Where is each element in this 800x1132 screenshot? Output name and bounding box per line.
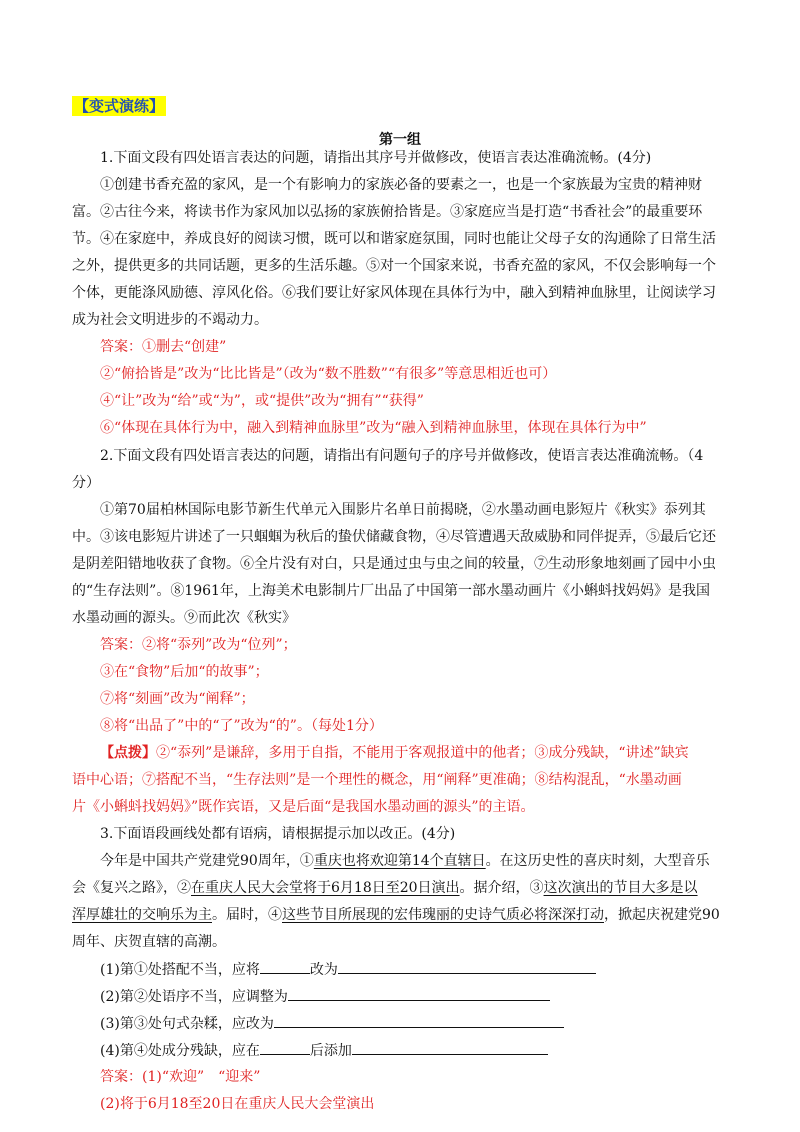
- answer-blank[interactable]: [288, 986, 550, 1001]
- q2-tip-line: [100, 743, 689, 763]
- q3-text: 。届时，④: [212, 907, 282, 923]
- q2-paragraph-line: ①第70届柏林国际电影节新生代单元入围影片名单日前揭晓，②水墨动画电影短片《秋实》忝列其: [100, 502, 706, 518]
- q3-stem: 3.下面语段画线处都有语病，请根据提示加以改正。(4分): [100, 826, 456, 842]
- q2-paragraph-line: 中。③该电影短片讲述了一只蝈蝈为秋后的蛰伏储藏食物，④尽管遭遇天敌威胁和同伴捉弄，⑤最后它还: [72, 529, 716, 545]
- q3-item-text: (1)第①处搭配不当，应将: [100, 962, 260, 978]
- q3-item-text: (2)第②处语序不当，应调整为: [100, 989, 288, 1005]
- q2-answer-line: ⑦将“刻画”改为“阐释”；: [100, 691, 255, 707]
- q2-paragraph-line: 水墨动画的源头。⑨而此次《秋实》: [72, 610, 296, 626]
- q1-stem: 1.下面文段有四处语言表达的问题，请指出其序号并做修改，使语言表达准确流畅。(4分): [100, 150, 652, 166]
- q2-paragraph-line: 是阴差阳错地收获了食物。⑥全片没有对白，只是通过虫与虫之间的较量，⑦生动形象地刻画了园中小虫: [72, 556, 716, 572]
- q2-stem-cont: 分）: [72, 475, 100, 491]
- group-title: 第一组: [379, 132, 421, 148]
- answer-blank[interactable]: [274, 1013, 564, 1028]
- q2-answer-line: ③在“食物”后加“的故事”；: [100, 664, 269, 680]
- q1-paragraph-line: 成为社会文明进步的不竭动力。: [72, 312, 268, 328]
- q3-item-1: [100, 959, 596, 980]
- q3-underlined-error-1: 重庆也将欢迎第14个直辖日: [313, 853, 486, 869]
- q3-item-text: (3)第③处句式杂糅，应改为: [100, 1016, 274, 1032]
- q3-paragraph-line: [100, 851, 710, 871]
- q3-paragraph-line: [72, 878, 698, 898]
- q2-tip-line: 片《小蝌蚪找妈妈》”既作宾语，又是后面“是我国水墨动画的源头”的主语。: [72, 799, 535, 815]
- q2-paragraph-line: 的“生存法则”。⑧1961年，上海美术电影制片厂出品了中国第一部水墨动画片《小蝌蚪找妈妈》是我国: [72, 583, 710, 599]
- q3-item-2: [100, 986, 550, 1007]
- q1-paragraph-line: 个体，更能涤风励德、淳风化俗。⑥我们要让好家风体现在具体行为中，融入到精神血脉里，让阅读学习: [72, 285, 716, 301]
- q3-item-4: [100, 1040, 548, 1061]
- q3-underlined-error-2: 在重庆人民大会堂将于6月18日至20日演出: [191, 880, 460, 896]
- q3-text: 今年是中国共产党建党90周年，①: [100, 853, 314, 869]
- q3-item-3: [100, 1013, 564, 1034]
- q2-answer-line: 答案：②将“忝列”改为“位列”；: [100, 637, 297, 653]
- q2-tip-line: 语中心语；⑦搭配不当，“生存法则”是一个理性的概念，用“阐释”更准确；⑧结构混乱，“水墨动画: [72, 772, 682, 788]
- q3-text: 。在这历史性的喜庆时刻，大型音乐: [485, 853, 710, 869]
- q1-answer-line: ②“俯拾皆是”改为“比比皆是”（改为“数不胜数”“有很多”等意思相近也可）: [100, 366, 557, 382]
- answer-blank[interactable]: [338, 959, 596, 974]
- q3-underlined-error-3: 这次演出的节目大多是以: [543, 880, 698, 896]
- section-title-highlight: 【变式演练】: [74, 97, 165, 115]
- q1-paragraph-line: 节。④在家庭中，养成良好的阅读习惯，既可以和谐家庭氛围，同时也能让父母子女的沟通除了日常生活: [72, 231, 716, 247]
- q1-paragraph-line: 之外，提供更多的共同话题，更多的生活乐趣。⑤对一个国家来说，书香充盈的家风，不仅会影响每一个: [72, 258, 716, 274]
- q1-paragraph-line: 富。②古往今来，将读书作为家风加以弘扬的家族俯拾皆是。③家庭应当是打造“书香社会”的最重要环: [72, 204, 703, 220]
- answer-blank[interactable]: [260, 959, 310, 974]
- q2-tip-text: ②“忝列”是谦辞，多用于自指，不能用于客观报道中的他者；③成分残缺，“讲述”缺宾: [156, 745, 689, 761]
- q1-paragraph-line: ①创建书香充盈的家风，是一个有影响力的家族必备的要素之一，也是一个家族最为宝贵的精神财: [100, 177, 702, 193]
- answer-blank[interactable]: [260, 1040, 310, 1055]
- q2-answer-line: ⑧将“出品了”中的“了”改为“的”。（每处1分）: [100, 718, 383, 734]
- q3-item-text: 后添加: [309, 1043, 352, 1059]
- q3-text: 。据介绍，③: [459, 880, 544, 896]
- q3-answer-line: 答案：(1)“欢迎” “迎来”: [100, 1069, 261, 1085]
- q3-answer-line: (2)将于6月18至20日在重庆人民大会堂演出: [100, 1096, 375, 1112]
- q1-answer-line: ⑥“体现在具体行为中，融入到精神血脉里”改为“融入到精神血脉里，体现在具体行为中”: [100, 420, 647, 436]
- q3-text: ，掀起庆祝建党90: [604, 907, 720, 923]
- q3-underlined-error-4: 这些节目所展现的宏伟瑰丽的史诗气质必将深深打动: [282, 907, 604, 923]
- q2-tip-label: 【点拨】: [100, 745, 156, 761]
- q3-text: 会《复兴之路》，②: [72, 880, 191, 896]
- q3-underlined-error-3-cont: 浑厚雄壮的交响乐为主: [72, 907, 212, 923]
- answer-blank[interactable]: [352, 1040, 548, 1055]
- q2-stem: 2.下面文段有四处语言表达的问题，请指出有问题句子的序号并做修改，使语言表达准确流畅。（4: [100, 448, 704, 464]
- q3-item-text: 改为: [309, 962, 338, 978]
- q3-item-text: (4)第④处成分残缺，应在: [100, 1043, 260, 1059]
- q1-answer-line: 答案：①删去“创建”: [100, 339, 227, 355]
- q3-paragraph-line: [72, 905, 720, 925]
- q3-paragraph-line: 周年、庆贺直辖的高潮。: [72, 934, 226, 950]
- q1-answer-line: ④“让”改为“给”或“为”，或“提供”改为“拥有”“获得”: [100, 393, 424, 409]
